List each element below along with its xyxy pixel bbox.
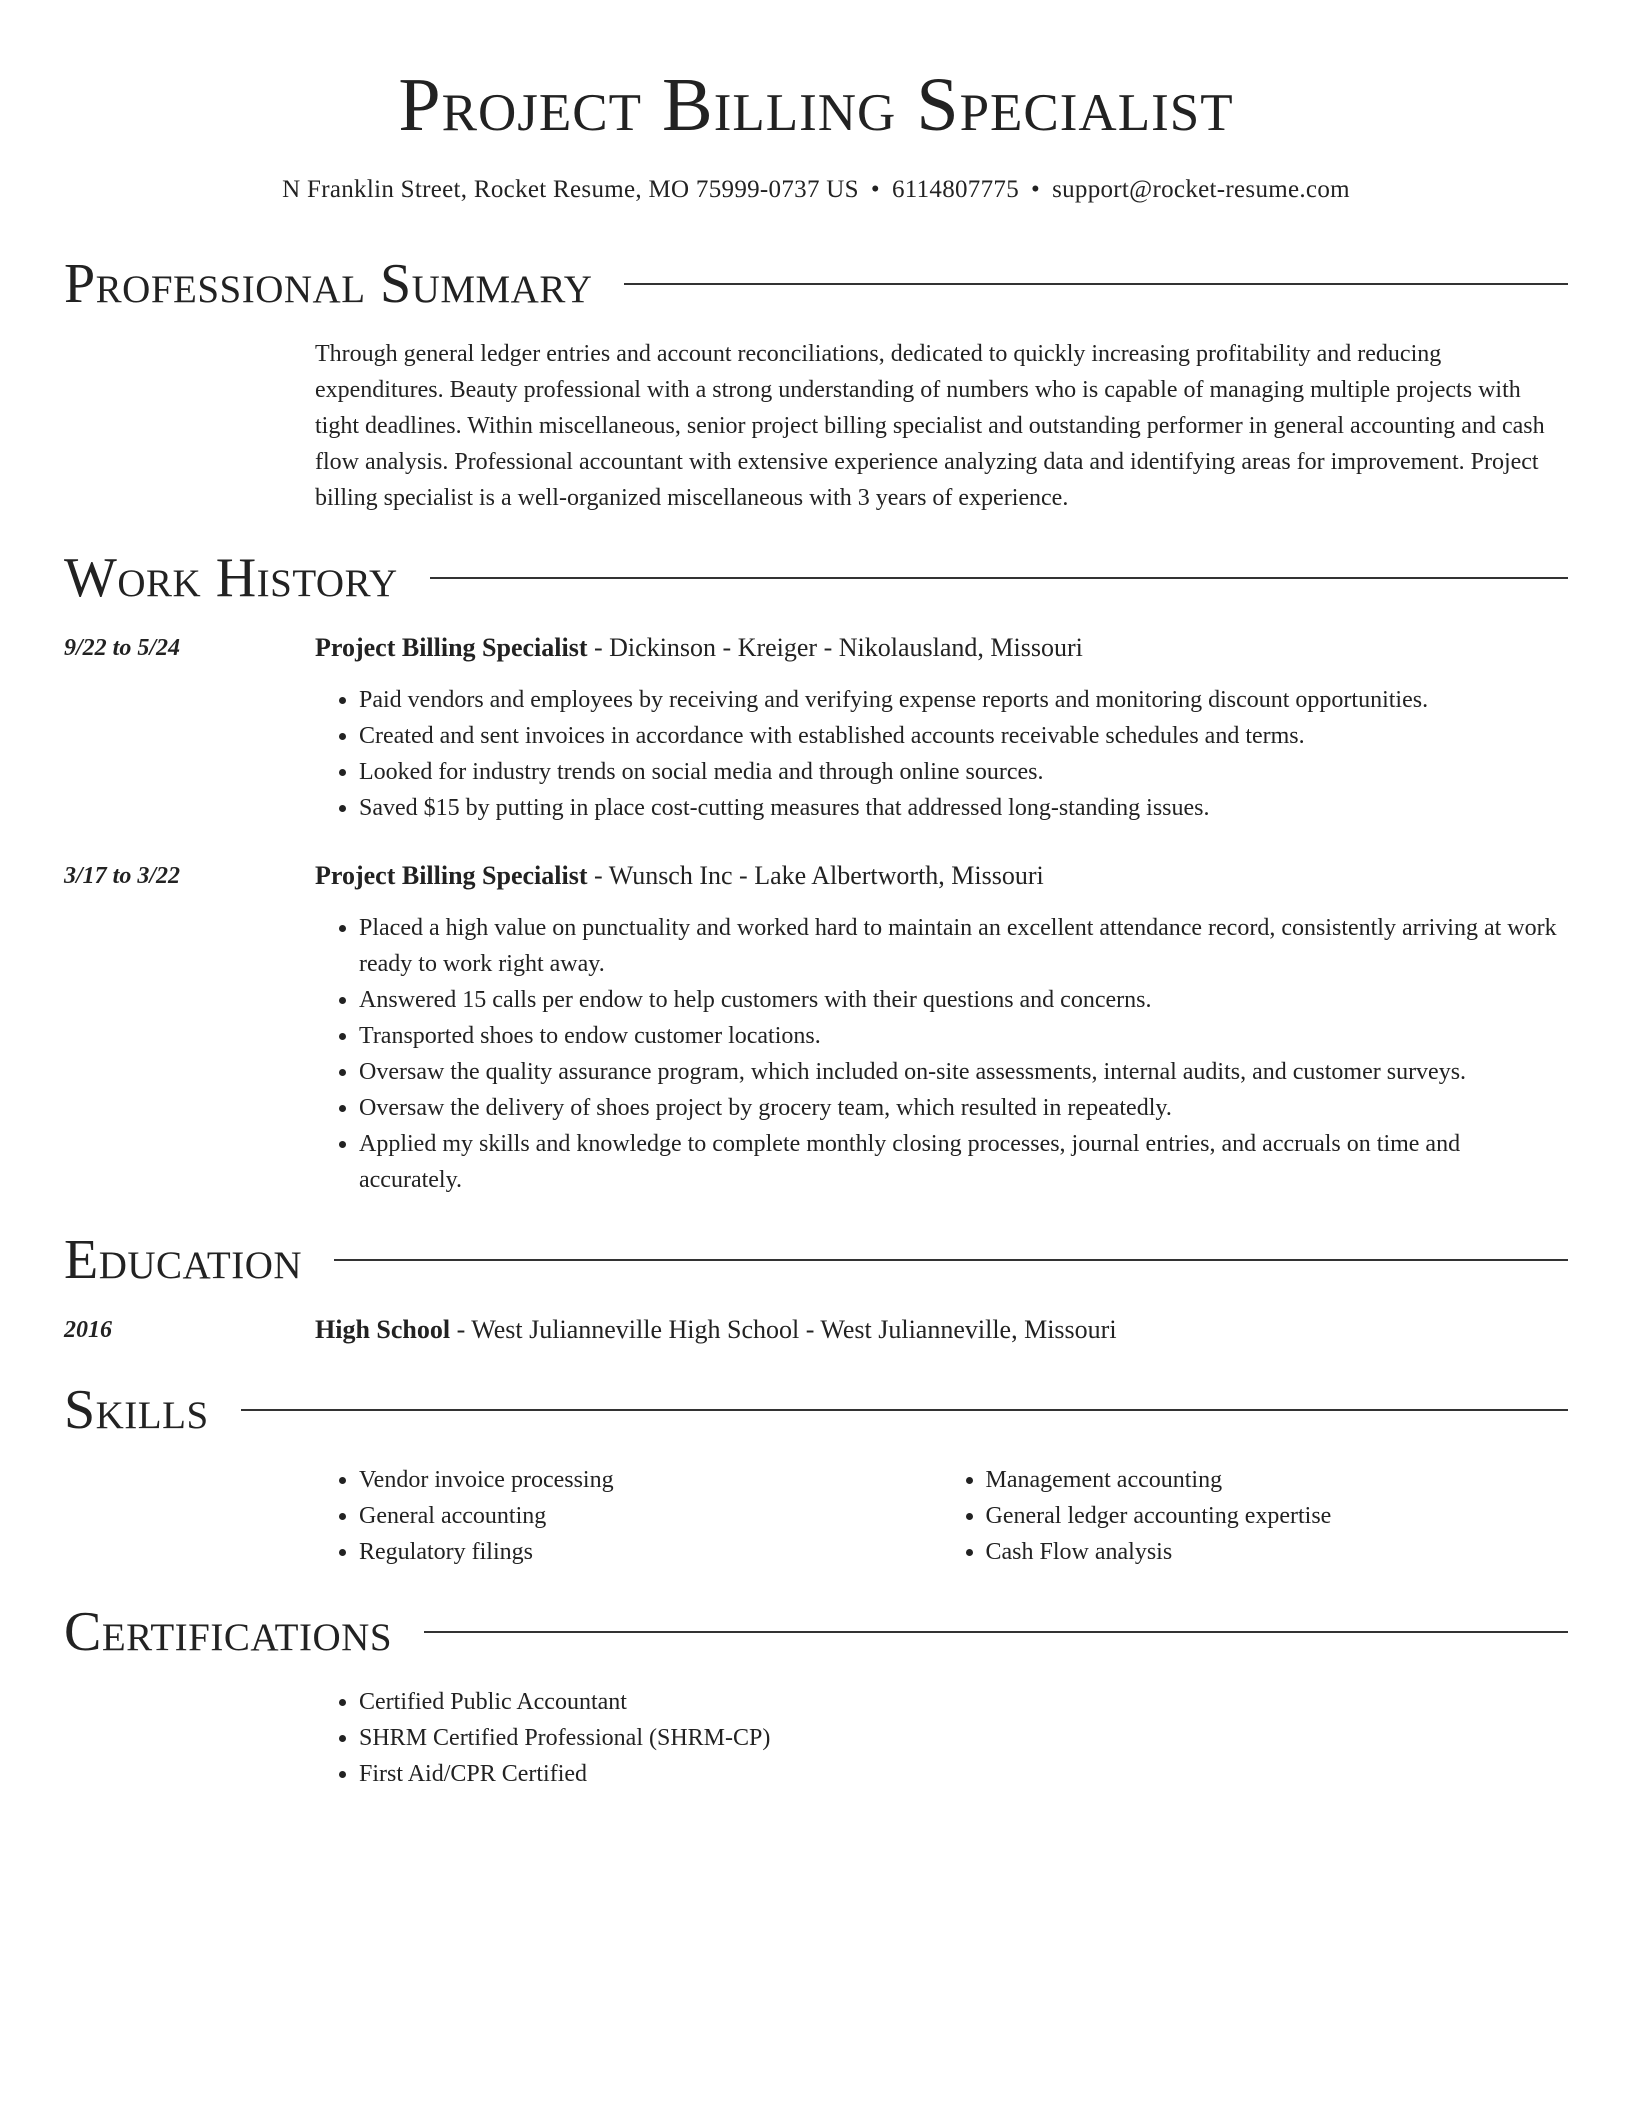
certification-item: • Certified Public Accountant — [359, 1684, 1568, 1720]
contact-separator: • — [870, 176, 880, 203]
contact-separator: • — [1031, 176, 1041, 203]
education-details — [315, 1312, 1568, 1348]
job-dates: 3/17 to 3/22 — [64, 863, 181, 889]
skills-section-header — [64, 1378, 1568, 1442]
job-bullet: • Transported shoes to endow customer locations. — [359, 1018, 1568, 1054]
summary-section-header — [64, 252, 1568, 316]
certification-item: • SHRM Certified Professional (SHRM-CP) — [359, 1720, 1568, 1756]
education-year: 2016 — [64, 1317, 112, 1343]
job-bullet: • Oversaw the delivery of shoes project by grocery team, which resulted in repeatedly. — [359, 1090, 1568, 1126]
candidate-name: Project Billing Specialist — [398, 63, 1234, 147]
job-title: Project Billing Specialist — [315, 861, 588, 890]
skills-column-left — [315, 1462, 942, 1570]
work-heading: Work History — [64, 547, 398, 609]
job-entry — [64, 858, 1568, 1198]
job-entry — [64, 630, 1568, 826]
job-dates: 9/22 to 5/24 — [64, 635, 181, 661]
education-degree: High School — [315, 1315, 451, 1344]
summary-heading: Professional Summary — [64, 253, 593, 315]
skill-item: • Cash Flow analysis — [986, 1534, 1569, 1570]
contact-address: N Franklin Street, Rocket Resume, MO 75999-0737 US — [282, 176, 859, 203]
skill-item: • General accounting — [359, 1498, 942, 1534]
certifications-list — [315, 1684, 1568, 1792]
job-details — [315, 630, 1568, 826]
job-bullet: • Oversaw the quality assurance program, which included on-site assessments, internal audits, and customer surveys. — [359, 1054, 1568, 1090]
work-section-header — [64, 546, 1568, 610]
section-divider — [430, 577, 1568, 579]
certifications-section-header — [64, 1600, 1568, 1664]
section-divider — [624, 283, 1568, 285]
education-heading: Education — [64, 1229, 303, 1291]
skill-item: • Vendor invoice processing — [359, 1462, 942, 1498]
summary-text: Through general ledger entries and account reconciliations, dedicated to quickly increasing profitability and reducing expenditures. Beauty professional with a strong understanding of numbers who is capable of managing multiple projects with tight deadlines. Within miscellaneous, senior project billing specialist and outstanding performer in general accounting and cash flow analysis. Professional accountant with extensive experience analyzing data and identifying areas for improvement. Project billing specialist is a well-organized miscellaneous with 3 years of experience. — [315, 341, 1545, 511]
skill-item: • General ledger accounting expertise — [986, 1498, 1569, 1534]
job-bullet: • Created and sent invoices in accordance with established accounts receivable schedules and terms. — [359, 718, 1568, 754]
section-divider — [424, 1631, 1568, 1633]
certification-item: • First Aid/CPR Certified — [359, 1756, 1568, 1792]
contact-line — [64, 176, 1568, 204]
skill-item: • Regulatory filings — [359, 1534, 942, 1570]
certifications-items — [315, 1684, 1568, 1792]
job-details — [315, 858, 1568, 1198]
job-bullets — [315, 682, 1568, 826]
job-bullet: • Paid vendors and employees by receiving and verifying expense reports and monitoring discount opportunities. — [359, 682, 1568, 718]
skills-list — [315, 1462, 1568, 1570]
job-bullets — [315, 910, 1568, 1198]
job-bullet: • Looked for industry trends on social media and through online sources. — [359, 754, 1568, 790]
job-bullet: • Saved $15 by putting in place cost-cutting measures that addressed long-standing issues. — [359, 790, 1568, 826]
section-divider — [241, 1409, 1568, 1411]
job-bullet: • Applied my skills and knowledge to complete monthly closing processes, journal entries, and accruals on time and accurately. — [359, 1126, 1568, 1198]
job-bullet: • Placed a high value on punctuality and worked hard to maintain an excellent attendance record, consistently arriving at work ready to work right away. — [359, 910, 1568, 982]
section-divider — [334, 1259, 1568, 1261]
certifications-heading: Certifications — [64, 1601, 393, 1663]
skill-item: • Management accounting — [986, 1462, 1569, 1498]
education-line — [315, 1312, 1568, 1348]
skills-column-right — [942, 1462, 1569, 1570]
contact-phone: 6114807775 — [891, 176, 1020, 203]
job-title: Project Billing Specialist — [315, 633, 588, 662]
skills-heading: Skills — [64, 1379, 209, 1441]
education-school: - West Julianneville High School - West Julianneville, Missouri — [450, 1315, 1117, 1344]
job-title-line — [315, 858, 1568, 894]
job-employer: - Dickinson - Kreiger - Nikolausland, Missouri — [587, 633, 1083, 662]
education-section-header — [64, 1228, 1568, 1292]
contact-email: support@rocket-resume.com — [1052, 176, 1350, 203]
education-entry — [64, 1312, 1568, 1348]
job-bullet: • Answered 15 calls per endow to help customers with their questions and concerns. — [359, 982, 1568, 1018]
job-employer: - Wunsch Inc - Lake Albertworth, Missouri — [587, 861, 1044, 890]
job-title-line — [315, 630, 1568, 666]
